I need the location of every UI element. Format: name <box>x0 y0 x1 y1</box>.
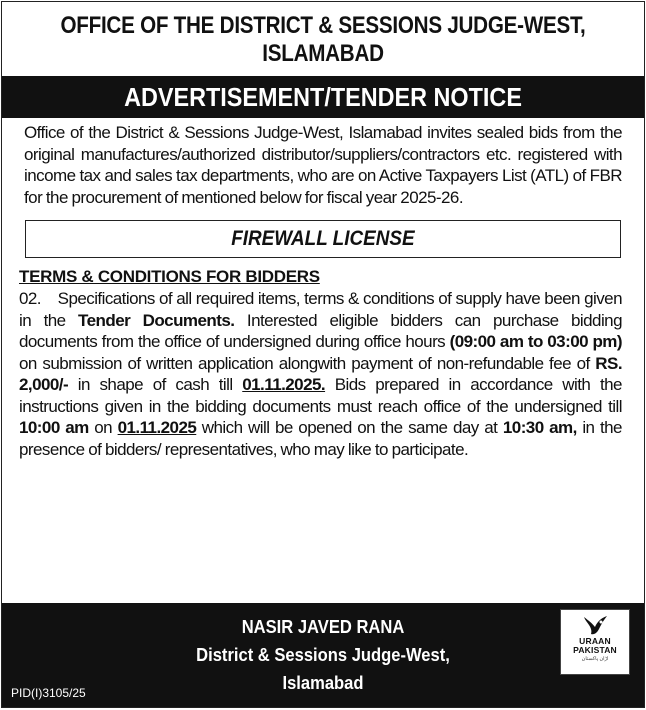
office-title <box>47 12 599 68</box>
footer-band <box>2 603 644 707</box>
signatory-designation: District & Sessions Judge-West, <box>196 645 450 665</box>
terms-text-5: Bids prepared in accordance with the instructions given in the bidding documents must reach office of the undersigned till <box>19 375 622 416</box>
terms-heading: TERMS & CONDITIONS FOR BIDDERS <box>19 267 320 286</box>
submission-time: 10:00 am <box>19 418 89 437</box>
signatory-name: NASIR JAVED RANA <box>241 617 405 637</box>
intro-paragraph: Office of the District & Sessions Judge-West, Islamabad invites sealed bids from the original manufactures/authorized distributor/suppliers/contractors etc. registered with income tax and sales tax departments, who are on Active Taxpayers List (ATL) of FBR for the procurement of mentioned below for fiscal year 2025-26. <box>24 123 622 207</box>
office-title-line1: OFFICE OF THE DISTRICT & SESSIONS JUDGE-WEST, <box>60 12 586 39</box>
paragraph-number: 02. <box>19 289 41 308</box>
terms-text-8: in the presence of bidders/ representatives, who may like to participate. <box>19 418 622 459</box>
terms-text-1: Specifications of all required items, terms & conditions of supply have been given in the <box>19 289 622 330</box>
logo-urdu: اڑان پاکستان <box>581 656 609 662</box>
signatory-block <box>2 613 644 697</box>
notice-banner <box>2 76 644 118</box>
fee-text: RS. 2,000/- <box>19 353 622 394</box>
notice-banner-text: ADVERTISEMENT/TENDER NOTICE <box>124 81 522 112</box>
terms-text-4: in shape of cash till <box>77 375 233 394</box>
terms-paragraph <box>2 288 644 460</box>
item-box <box>25 220 621 258</box>
terms-text-7: which will be opened on the same day at <box>201 418 498 437</box>
terms-text-2: Interested eligible bidders can purchase bidding documents from the office of undersigned during office hours <box>19 310 622 351</box>
opening-time: 10:30 am, <box>502 418 577 437</box>
office-hours-text: (09:00 am to 03:00 pm) <box>449 332 622 351</box>
uraan-pakistan-logo <box>560 609 630 675</box>
pid-number: PID(I)3105/25 <box>11 686 86 700</box>
tender-notice <box>1 1 645 708</box>
bird-icon <box>580 613 610 637</box>
deadline-date-1: 01.11.2025. <box>242 375 326 394</box>
tender-documents-text: Tender Documents. <box>78 310 235 330</box>
terms-text-6: on <box>94 418 113 437</box>
logo-line2: PAKISTAN <box>573 645 617 655</box>
office-title-line2: ISLAMABAD <box>262 40 384 67</box>
signatory-place: Islamabad <box>282 673 364 693</box>
item-box-text: FIREWALL LICENSE <box>231 227 415 250</box>
deadline-date-2: 01.11.2025 <box>117 418 197 437</box>
terms-text-3: on submission of written application alongwith payment of non-refundable fee of <box>19 353 590 373</box>
logo-line1: URAAN <box>579 636 611 646</box>
